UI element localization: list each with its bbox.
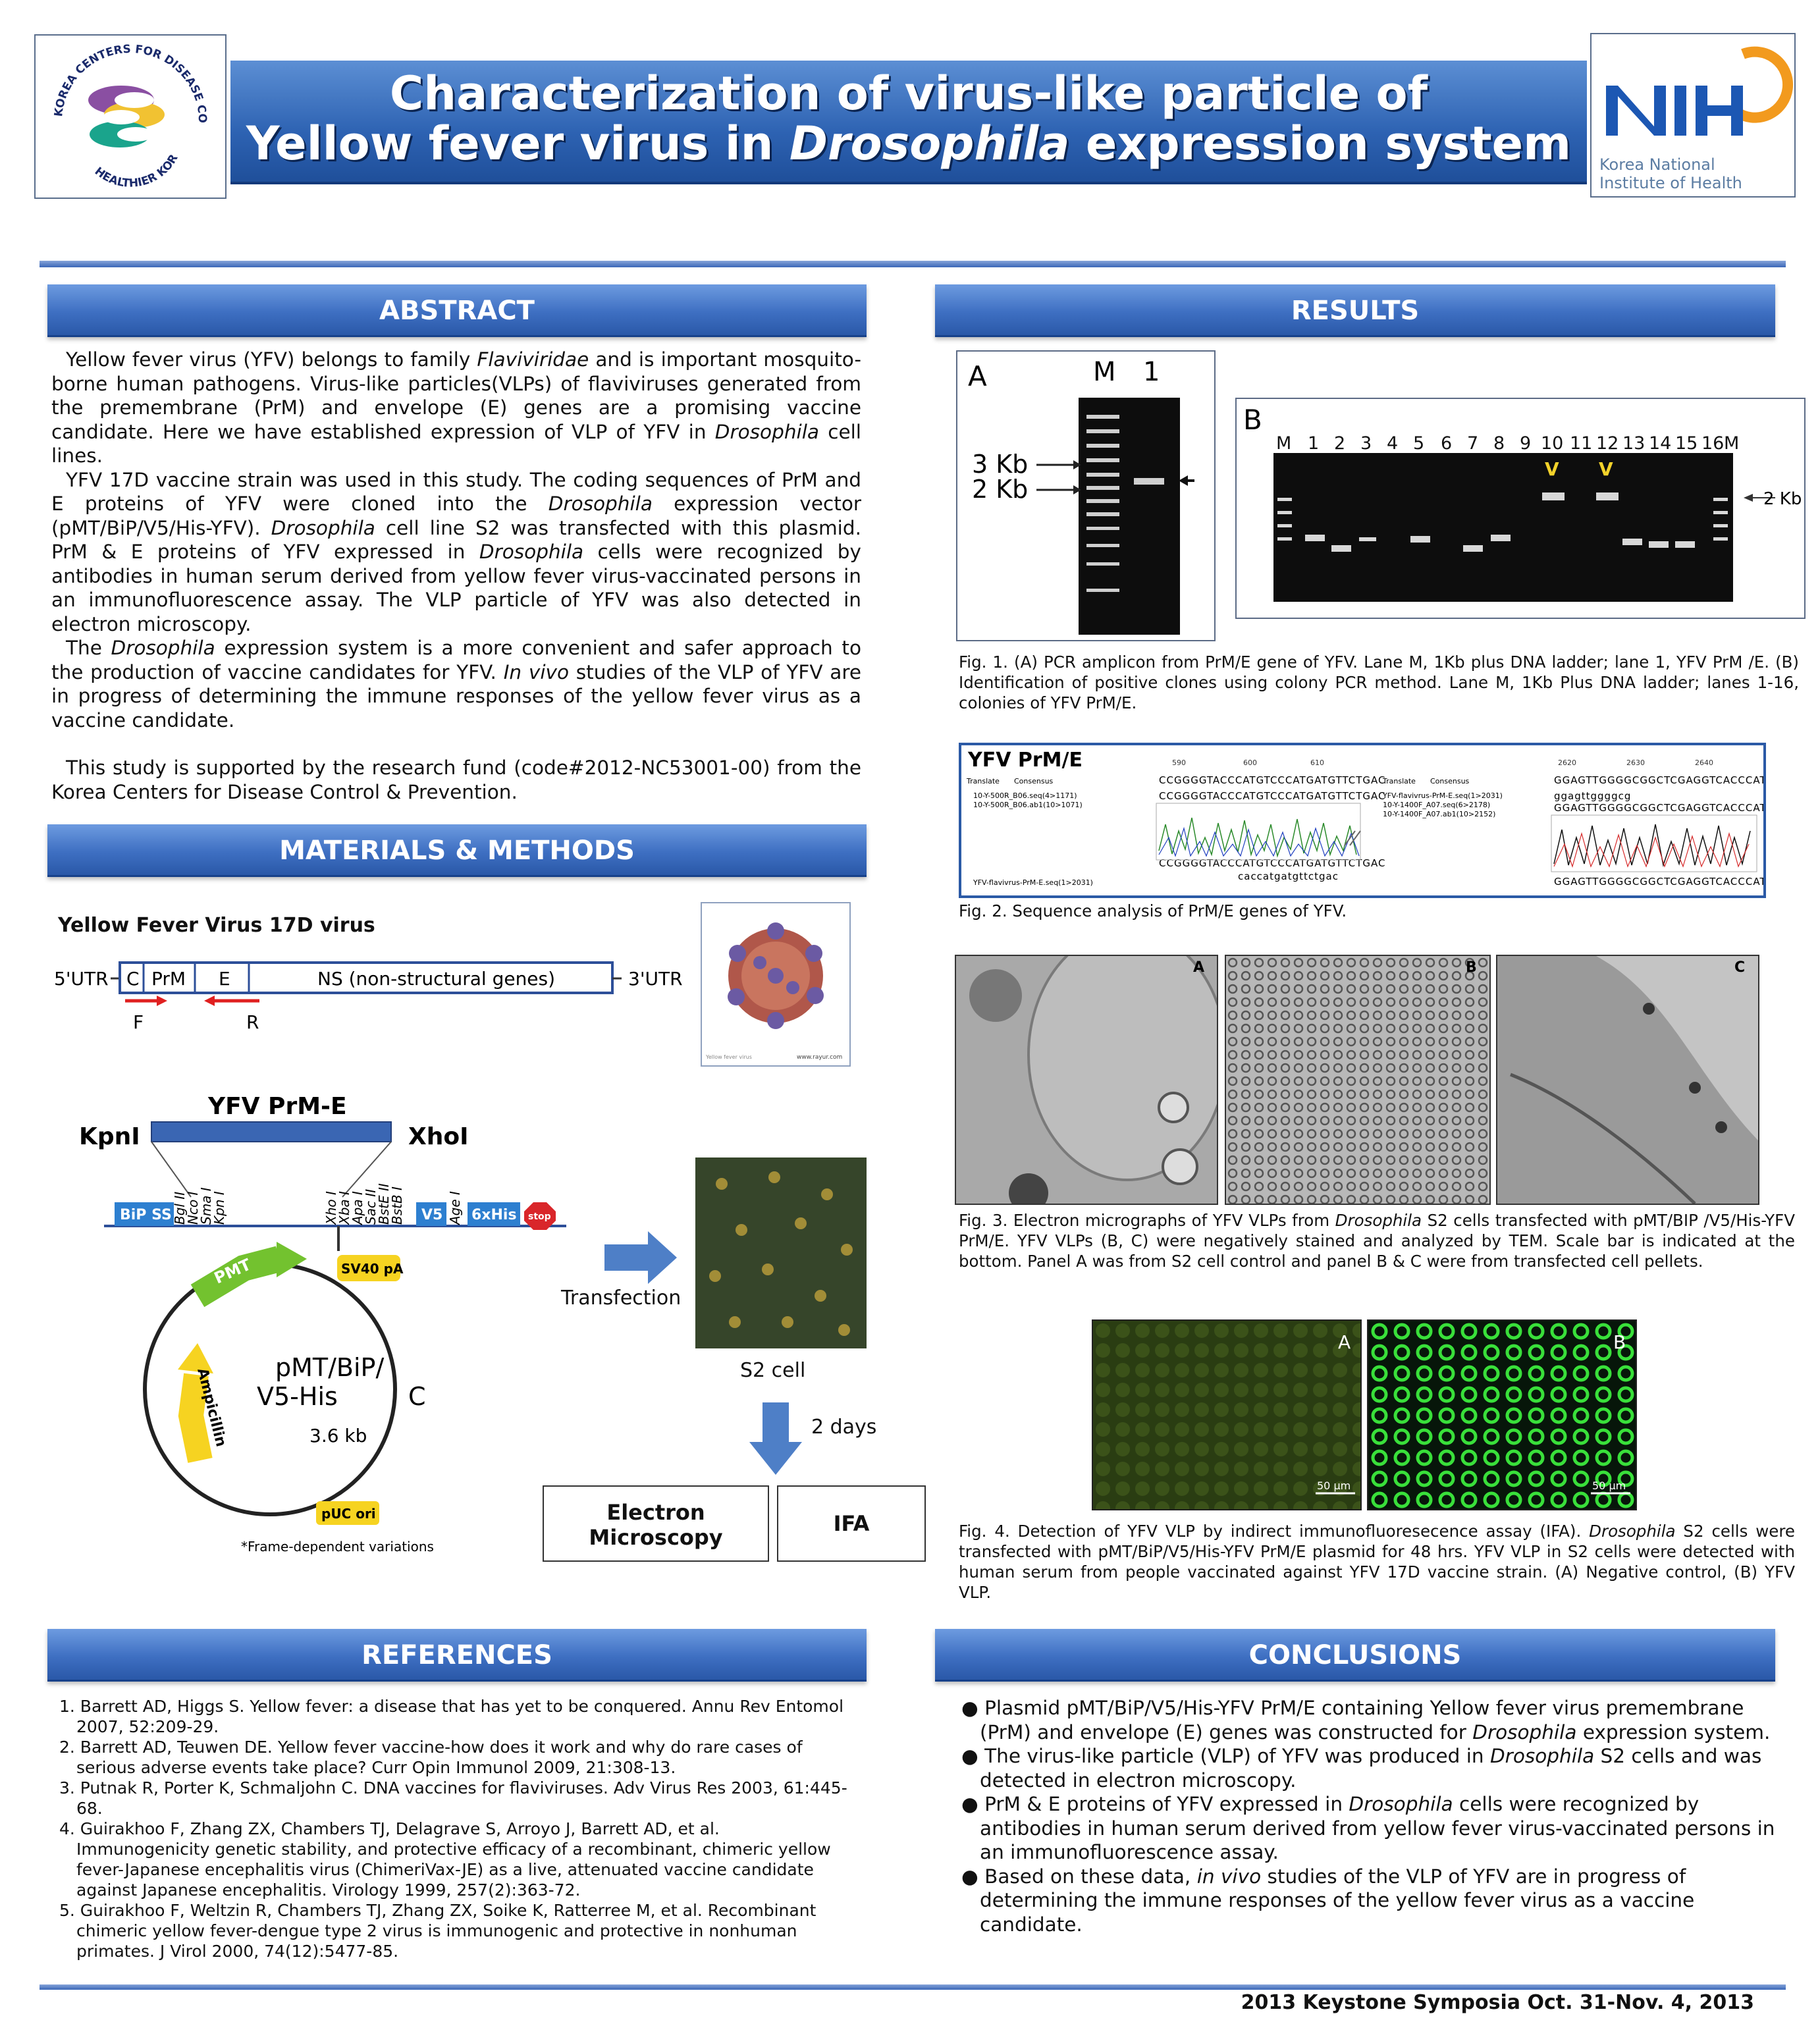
ifa-panel-a <box>1092 1319 1362 1510</box>
svg-text:GGAGTTGGGGCGGCTCGAGGTCACCCATT: GGAGTTGGGGCGGCTCGAGGTCACCCATT <box>1554 802 1763 814</box>
s2-cell-image <box>695 1157 867 1348</box>
svg-text:Consensus: Consensus <box>1014 777 1054 785</box>
ifa-scale-a: 50 µm <box>1317 1479 1351 1492</box>
genome-map <box>51 948 697 1034</box>
svg-text:2: 2 <box>1334 433 1346 454</box>
site-xho: Xho I <box>323 1191 339 1225</box>
kcdc-logo-graphic <box>36 36 225 198</box>
methods-heading: MATERIALS & METHODS <box>47 824 867 877</box>
svg-text:610: 610 <box>1310 758 1324 767</box>
abstract-funding: This study is supported by the research fund (code#2012-NC53001-00) from the Korea Centers for Disease Control & Prevention. <box>51 757 861 803</box>
plasmid-name-1: pMT/BiP/ <box>275 1353 385 1382</box>
svg-text:10-Y-500R_B06.ab1(10>1071): 10-Y-500R_B06.ab1(10>1071) <box>973 801 1083 809</box>
svg-text:10-Y-1400F_A07.ab1(10>2152): 10-Y-1400F_A07.ab1(10>2152) <box>1383 810 1496 818</box>
svg-text:11: 11 <box>1570 433 1593 454</box>
svg-text:15: 15 <box>1675 433 1698 454</box>
reference-item: 2. Barrett AD, Teuwen DE. Yellow fever vaccine-how does it work and why do rare cases of serious adverse events take place? Curr Opin Immunol 2009, 21:308-13. <box>59 1738 803 1777</box>
xho-label: XhoI <box>408 1123 469 1150</box>
s2-cells <box>695 1157 867 1348</box>
reference-item: 1. Barrett AD, Higgs S. Yellow fever: a disease that has yet to be conquered. Annu Rev Entomol 2007, 52:209-29. <box>59 1697 844 1736</box>
svg-text:12: 12 <box>1596 433 1619 454</box>
poster-title <box>230 68 1587 169</box>
segment-e: E <box>219 968 230 990</box>
segment-prm: PrM <box>151 968 186 990</box>
frame-note: *Frame-dependent variations <box>241 1539 434 1555</box>
svg-text:caccatgatgttctgac: caccatgatgttctgac <box>1238 870 1339 882</box>
transfection-arrow <box>604 1231 678 1284</box>
pmt-label: PMT <box>211 1255 254 1288</box>
gel-a-kb3: 3 Kb <box>972 450 1029 479</box>
stop-label: stop <box>528 1211 551 1222</box>
clone-mark-10: V <box>1545 458 1559 480</box>
primer-f-label: F <box>133 1011 144 1033</box>
conclusion-item: ● Plasmid pMT/BiP/V5/His-YFV PrM/E containing Yellow fever virus premembrane (PrM) and envelope (E) genes was constructed for Drosophila expression system. <box>961 1697 1771 1743</box>
reference-item: 4. Guirakhoo F, Zhang ZX, Chambers TJ, Delagrave S, Arroyo J, Barrett AD, et al. Immunogenicity genetic stability, and protective efficacy of a recombinant, chimeric yellow fever-Japanese encephalitis virus (ChimeriVax-JE) as a live, attenuated vaccine candidate against Japanese encephalitis. Virology 1999, 257(2):363-72. <box>59 1819 831 1900</box>
results-heading: RESULTS <box>935 284 1775 337</box>
kpn-label: KpnI <box>79 1123 140 1150</box>
virus-image-label: Yellow fever virus <box>706 1054 752 1060</box>
svg-text:CCGGGGTACCCATGTCCCATGATGTTCTGA: CCGGGGTACCCATGTCCCATGATGTTCTGAC <box>1159 774 1386 786</box>
svg-text:3: 3 <box>1360 433 1372 454</box>
puc-label: pUC ori <box>321 1506 376 1522</box>
transfection-label: Transfection <box>561 1287 682 1310</box>
references-list <box>53 1696 856 1961</box>
svg-text:10-Y-1400F_A07.seq(6>2178): 10-Y-1400F_A07.seq(6>2178) <box>1383 801 1491 809</box>
virus-image <box>701 902 851 1067</box>
abstract-body <box>51 348 861 804</box>
ifa-box: IFA <box>777 1485 926 1562</box>
svg-text:YFV-flavivrus-PrM-E.seq(1>2031: YFV-flavivrus-PrM-E.seq(1>2031) <box>1383 791 1503 800</box>
gel-a <box>956 350 1216 641</box>
kcdc-logo-text-top: KOREA CENTERS FOR DISEASE CO <box>52 42 209 124</box>
abstract-p2: YFV 17D vaccine strain was used in this study. The coding sequences of PrM and E proteins of YFV were cloned into the Drosophila expression vector (pMT/BiP/V5/His-YFV). Drosophila cell line S2 was transfected with this plasmid. PrM & E proteins of YFV expressed in Drosophila cells were recognized by antibodies in human serum derived from yellow fever virus-vaccinated persons in an immunofluorescence assay. The VLP particle of YFV was also detected in electron microscopy. <box>51 468 861 635</box>
nih-logo <box>1590 33 1796 198</box>
svg-text:YFV-flavivrus-PrM-E.seq(1>2031: YFV-flavivrus-PrM-E.seq(1>2031) <box>973 878 1093 887</box>
primer-r-label: R <box>246 1011 259 1033</box>
utr5-label: 5'UTR <box>54 968 109 990</box>
em-c-graphic <box>1497 956 1758 1204</box>
svg-text:Translate: Translate <box>1383 777 1416 785</box>
reference-item: 3. Putnak R, Porter K, Schmaljohn C. DNA vaccines for flaviviruses. Adv Virus Res 2003, 61:445-68. <box>59 1778 847 1818</box>
ifa-a-graphic <box>1093 1321 1360 1509</box>
svg-text:2640: 2640 <box>1695 758 1713 767</box>
s2-label: S2 cell <box>740 1359 806 1382</box>
site-xba: Xba I <box>336 1191 352 1225</box>
nih-subtitle: Korea National Institute of Health <box>1599 155 1742 192</box>
svg-text:4: 4 <box>1387 433 1399 454</box>
em-label-b: B <box>1466 959 1477 976</box>
svg-text:600: 600 <box>1243 758 1257 767</box>
title-line-2: Yellow fever virus in Drosophila expression system <box>246 117 1572 171</box>
virus-image-url: www.rayur.com <box>797 1054 843 1061</box>
svg-text:M: M <box>1724 433 1740 454</box>
svg-text:16: 16 <box>1701 433 1725 454</box>
amp-label: Ampicillin <box>194 1366 229 1449</box>
insert-label: YFV PrM-E <box>208 1093 347 1120</box>
site-kpn: Kpn I <box>211 1191 227 1225</box>
em-b-graphic <box>1226 956 1489 1204</box>
footer-text: 2013 Keystone Symposia Oct. 31-Nov. 4, 2013 <box>1241 1991 1754 2014</box>
segment-ns: NS (non-structural genes) <box>317 968 556 990</box>
gel-a-lane-1: 1 <box>1143 357 1160 387</box>
svg-text:GGAGTTGGGGCGGCTCGAGGTCACCCATT: GGAGTTGGGGCGGCTCGAGGTCACCCATT <box>1554 774 1763 786</box>
svg-text:8: 8 <box>1493 433 1505 454</box>
svg-text:590: 590 <box>1172 758 1186 767</box>
segment-c: C <box>126 968 140 990</box>
em-a-graphic <box>956 956 1217 1204</box>
site-apa: Apa I <box>350 1191 365 1225</box>
virus-icon <box>702 903 849 1065</box>
abstract-p3: The Drosophila expression system is a more convenient and safer approach to the production of vaccine candidates for YFV. In vivo studies of the VLP of YFV are in progress of determining the immune responses of the yellow fever virus as a vaccine candidate. <box>51 637 861 732</box>
ifa-scale-b: 50 µm <box>1592 1479 1626 1492</box>
gel-a-lane-m: M <box>1093 357 1116 387</box>
plasmid-c: C <box>408 1382 426 1411</box>
site-sac: Sac II <box>363 1188 379 1225</box>
svg-text:Consensus: Consensus <box>1430 777 1470 785</box>
fig3-caption: Fig. 3. Electron micrographs of YFV VLPs from Drosophila S2 cells transfected with pMT/BIP /V5/His-YFV PrM/E. YFV VLPs (B, C) were negatively stained and analyzed by TEM. Scale bar is indicated at the bottom. Panel A was from S2 cell control and panel B & C were from transfected cell pellets. <box>959 1211 1795 1271</box>
conclusion-item: ● PrM & E proteins of YFV expressed in Drosophila cells were recognized by antibodies in human serum derived from yellow fever virus-vaccinated persons in an immunofluorescence assay. <box>961 1793 1775 1863</box>
ifa-label-a: A <box>1338 1331 1351 1353</box>
site-sma: Sma I <box>198 1187 214 1225</box>
svg-text:GGAGTTGGGGCGGCTCGAGGTCACCCATT: GGAGTTGGGGCGGCTCGAGGTCACCCATT <box>1554 876 1763 888</box>
v5-label: V5 <box>421 1207 443 1223</box>
gel-b-kb: 2 Kb <box>1763 489 1802 509</box>
footer-divider <box>40 1984 1786 1990</box>
plasmid-size: 3.6 kb <box>309 1425 367 1447</box>
conclusions-list <box>961 1696 1775 1936</box>
sequence-figure <box>959 743 1766 898</box>
days-arrow <box>749 1402 802 1475</box>
genome-title: Yellow Fever Virus 17D virus <box>58 914 375 937</box>
utr3-label: 3'UTR <box>628 968 683 990</box>
svg-text:9: 9 <box>1520 433 1532 454</box>
svg-text:7: 7 <box>1467 433 1479 454</box>
svg-text:6: 6 <box>1441 433 1453 454</box>
days-label: 2 days <box>811 1416 877 1439</box>
svg-text:10-Y-500R_B06.seq(4>1171): 10-Y-500R_B06.seq(4>1171) <box>973 791 1077 800</box>
his-label: 6xHis <box>471 1207 517 1223</box>
fig4-caption: Fig. 4. Detection of YFV VLP by indirect immunofluoresecence assay (IFA). Drosophila S2 cells were transfected with pMT/BiP/V5/His-YFV PrM/E plasmid for 48 hrs. YFV VLP in S2 cells were detected with human serum from people vaccinated against YFV 17D vaccine strain. (A) Negative control, (B) YFV VLP. <box>959 1522 1795 1602</box>
gel-b-graphic <box>1237 399 1804 618</box>
em-label-a: A <box>1193 959 1205 976</box>
ifa-panel-b <box>1367 1319 1637 1510</box>
svg-text:13: 13 <box>1622 433 1646 454</box>
gel-a-kb2: 2 Kb <box>972 475 1029 504</box>
gel-a-graphic <box>957 352 1214 640</box>
gel-a-label: A <box>968 360 987 392</box>
seq-title: YFV PrM/E <box>968 749 1083 772</box>
svg-text:1: 1 <box>1308 433 1320 454</box>
svg-text:M: M <box>1276 433 1292 454</box>
insert-bar <box>151 1122 391 1142</box>
site-bstb: BstB I <box>389 1186 405 1225</box>
plasmid-diagram <box>66 1086 593 1560</box>
svg-text:2620: 2620 <box>1558 758 1576 767</box>
svg-text:ggagttggggcg: ggagttggggcg <box>1554 790 1632 802</box>
fig2-caption: Fig. 2. Sequence analysis of PrM/E genes of YFV. <box>959 901 1347 920</box>
bip-label: BiP SS <box>120 1207 172 1223</box>
ifa-label-b: B <box>1613 1331 1626 1353</box>
conclusions-heading: CONCLUSIONS <box>935 1629 1775 1682</box>
title-line-1: Characterization of virus-like particle of <box>389 67 1428 120</box>
abstract-heading: ABSTRACT <box>47 284 867 337</box>
clone-mark-12: V <box>1599 458 1613 480</box>
header-divider <box>40 261 1786 267</box>
sv40-label: SV40 pA <box>341 1261 404 1277</box>
nih-logo-graphic <box>1592 34 1794 146</box>
svg-text:2630: 2630 <box>1626 758 1645 767</box>
sequence-graphic <box>961 745 1763 895</box>
kcdc-logo-text-bottom: HEALTHIER KOR <box>92 152 181 190</box>
svg-text:10: 10 <box>1541 433 1564 454</box>
svg-text:Translate: Translate <box>967 777 1000 785</box>
references-heading: REFERENCES <box>47 1629 867 1682</box>
ifa-b-graphic <box>1368 1321 1636 1509</box>
em-panel-c <box>1496 955 1759 1205</box>
site-bgl: Bgl II <box>172 1191 188 1225</box>
svg-text:5: 5 <box>1413 433 1425 454</box>
em-panel-a <box>955 955 1218 1205</box>
abstract-p1: Yellow fever virus (YFV) belongs to family Flaviviridae and is important mosquito-borne human pathogens. Virus-like particles(VLPs) of flaviviruses generated from the premembrane (PrM) and envelope (E) genes are a promising vaccine candidate. Here we have established expression of VLP of YFV in Drosophila cell lines. <box>51 348 862 467</box>
em-box: Electron Microscopy <box>543 1485 769 1562</box>
em-panel-b <box>1225 955 1491 1205</box>
gel-b <box>1235 398 1806 619</box>
svg-text:CCGGGGTACCCATGTCCCATGATGTTCTGA: CCGGGGTACCCATGTCCCATGATGTTCTGAC <box>1159 790 1386 802</box>
site-bste: BstE II <box>376 1183 392 1225</box>
svg-text:14: 14 <box>1649 433 1672 454</box>
reference-item: 5. Guirakhoo F, Weltzin R, Chambers TJ, Zhang ZX, Soike K, Ratterree M, et al. Recombinant chimeric yellow fever-dengue type 2 virus is immunogenic and protective in nonhuman primates. J Virol 2000, 74(12):5477-85. <box>59 1901 816 1961</box>
site-nco: Nco I <box>185 1191 201 1225</box>
gel-b-label: B <box>1243 404 1262 436</box>
site-age: Age I <box>447 1191 463 1225</box>
conclusion-item: ● The virus-like particle (VLP) of YFV was produced in Drosophila S2 cells and was detected in electron microscopy. <box>961 1745 1762 1792</box>
svg-text:CCGGGGTACCCATGTCCCATGATGTTCTGA: CCGGGGTACCCATGTCCCATGATGTTCTGAC <box>1159 857 1386 869</box>
em-label-c: C <box>1734 959 1746 976</box>
plasmid-name-2: V5-His <box>257 1382 338 1411</box>
conclusion-item: ● Based on these data, in vivo studies of the VLP of YFV are in progress of determining the immune responses of the yellow fever virus as a vaccine candidate. <box>961 1865 1695 1936</box>
fig1-caption: Fig. 1. (A) PCR amplicon from PrM/E gene of YFV. Lane M, 1Kb plus DNA ladder; lane 1, YFV PrM /E. (B) Identification of positive clones using colony PCR method. Lane M, 1Kb Plus DNA ladder; lanes 1-16, colonies of YFV PrM/E. <box>959 652 1799 712</box>
kcdc-logo <box>34 34 227 199</box>
